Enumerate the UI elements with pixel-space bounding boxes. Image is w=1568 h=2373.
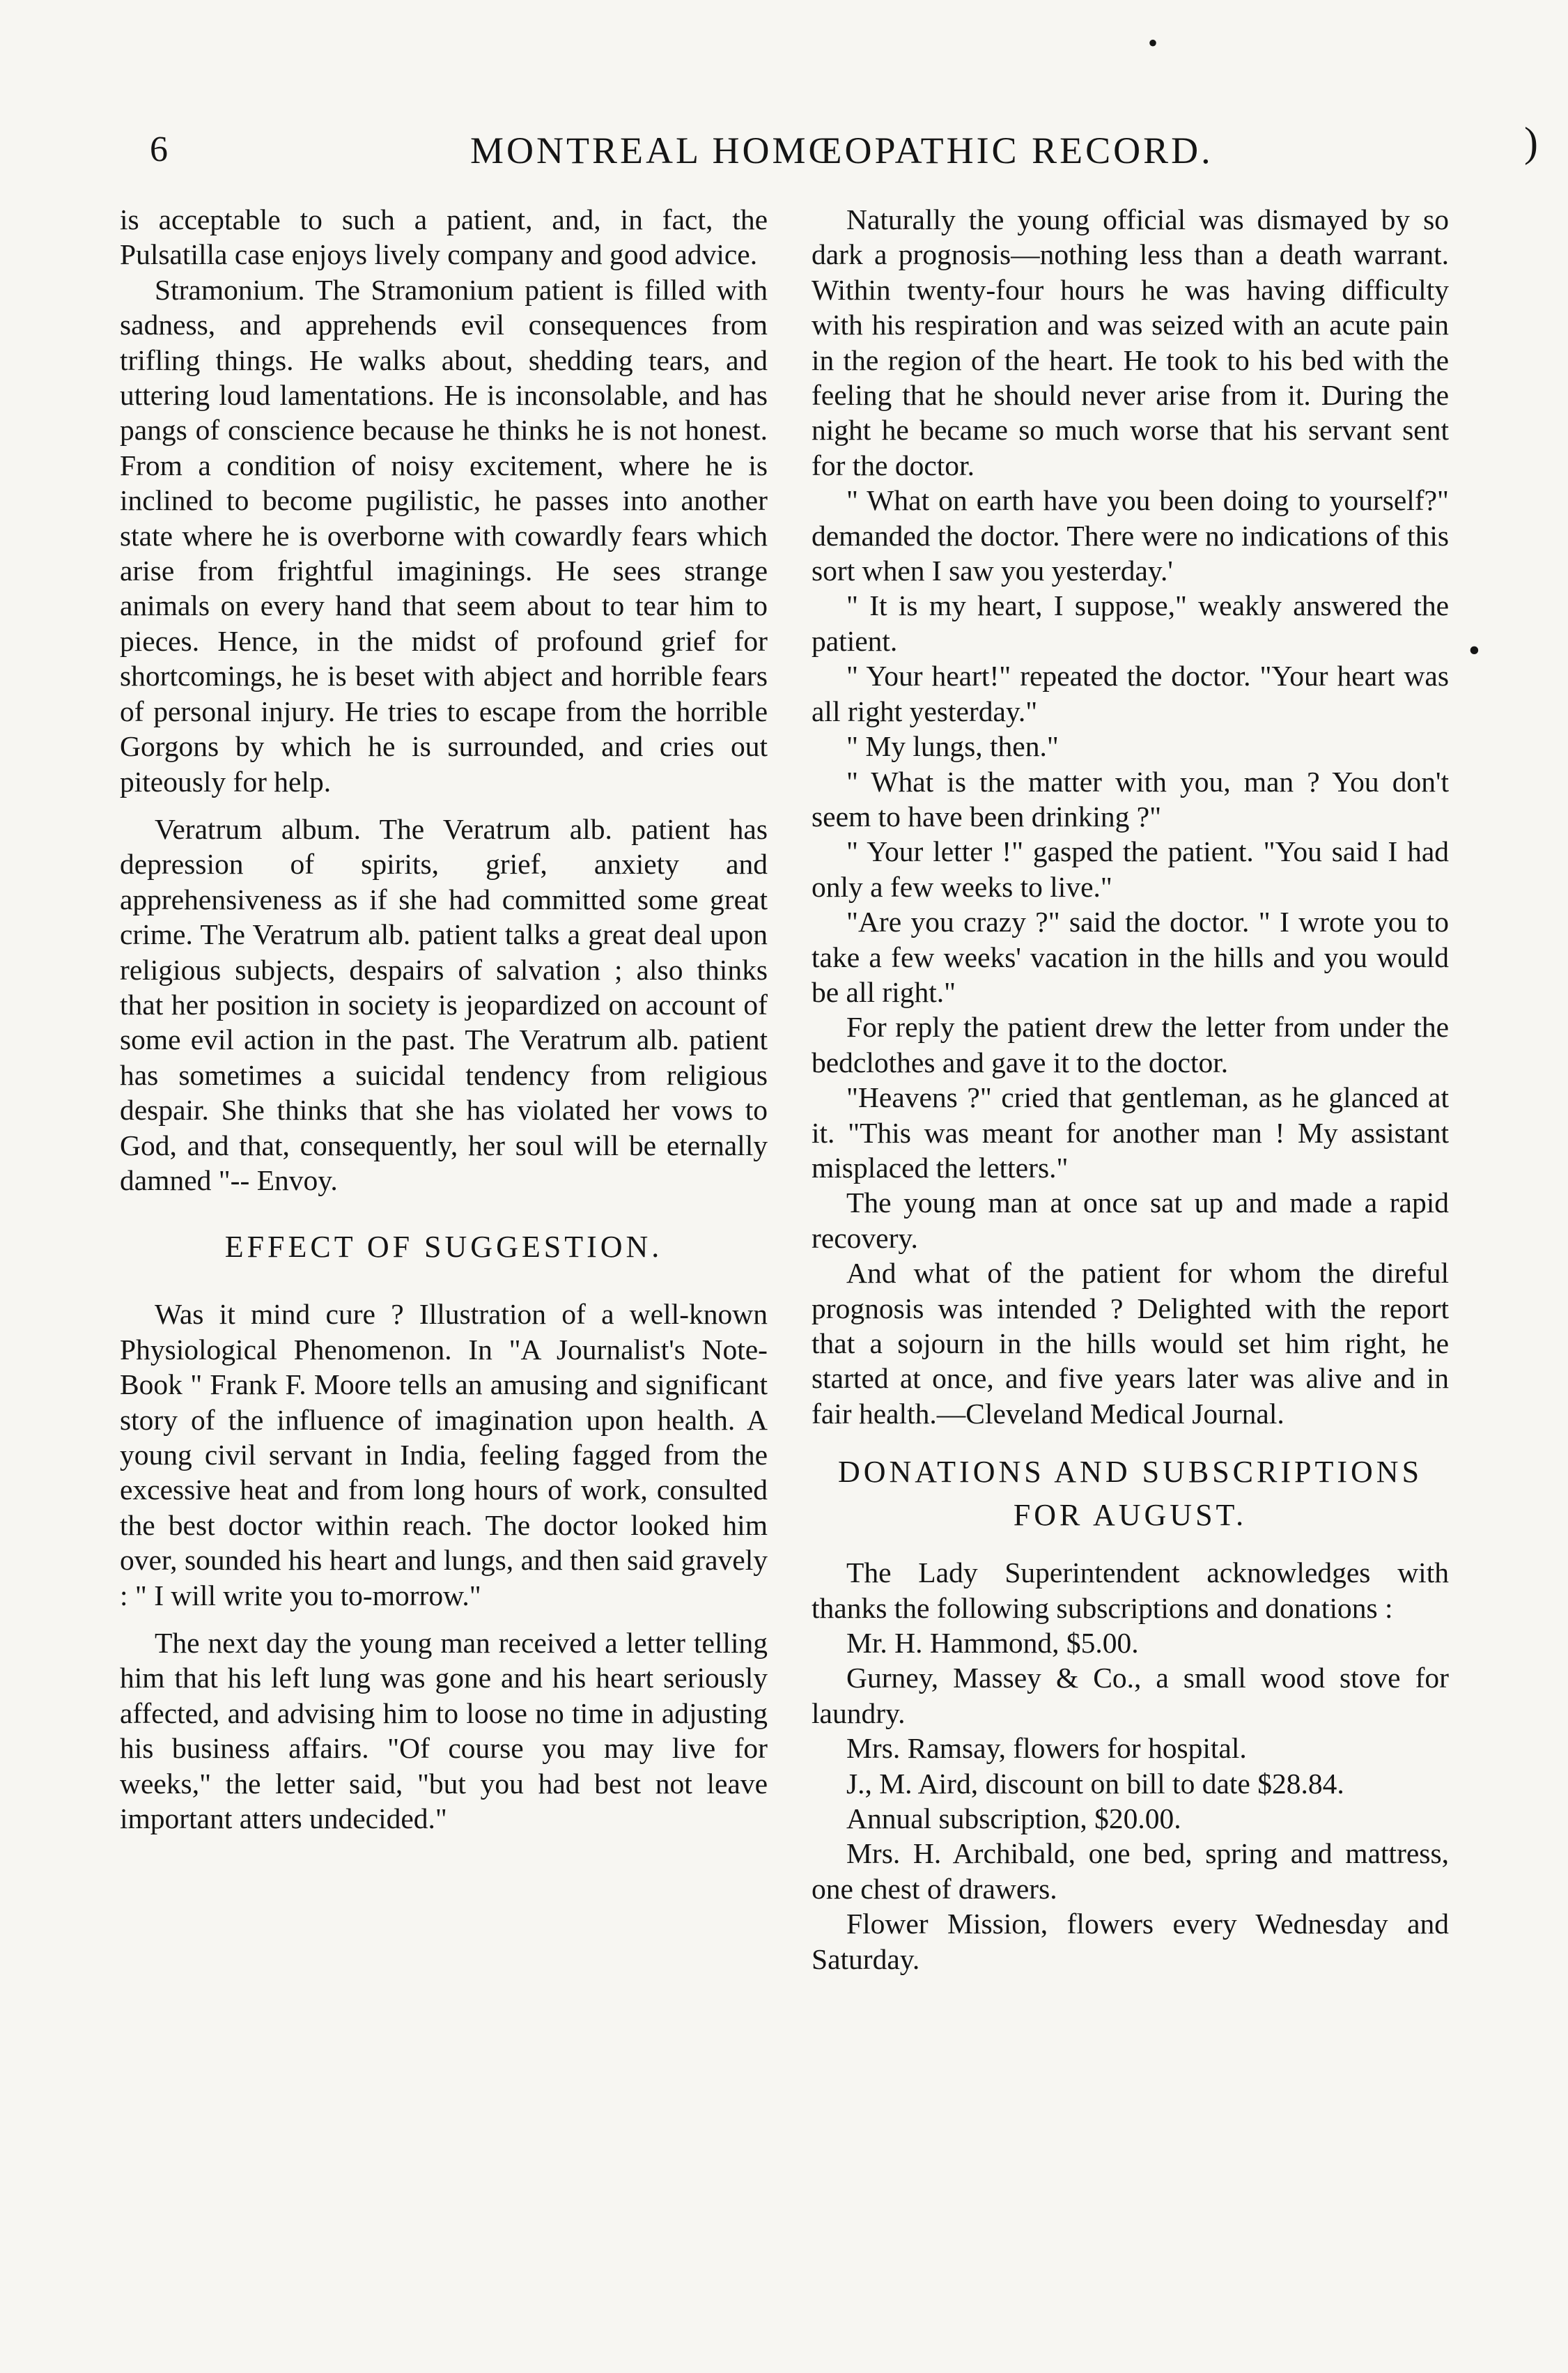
section-heading-donations — [812, 1451, 1449, 1537]
paragraph: " It is my heart, I suppose," weakly answered the patient. — [812, 589, 1449, 657]
margin-bullet: • — [1468, 632, 1480, 669]
paragraph: " Your heart!" repeated the doctor. "Your heart was all right yesterday." — [812, 660, 1449, 727]
list-item: Mr. H. Hammond, $5.00. — [846, 1627, 1139, 1660]
paragraph: The next day the young man received a letter telling him that his left lung was gone and his heart seriously affected, and advising him to loose no time in adjusting his business affairs. "Of course you may live for weeks," the letter said, "but you had best not leave important atters undecided." — [120, 1627, 768, 1835]
paragraph: " Your letter !" gasped the patient. "You said I had only a few weeks to live." — [812, 835, 1449, 903]
paragraph-veratrum: Veratrum album. The Veratrum alb. patient has depression of spirits, grief, anxiety and apprehensiveness as if she had committed some great crime. The Veratrum alb. patient talks a great deal upon religious subjects, despairs of salvation ; also thinks that her position in society is jeopardized on account of some evil action in the past. The Veratrum alb. patient has sometimes a suicidal tendency from religious despair. She thinks that she has violated her vows to God, and that, consequently, her soul will be eternally damned "-- Envoy. — [120, 812, 768, 1196]
section-heading-effect-of-suggestion: EFFECT OF SUGGESTION. — [224, 1230, 663, 1265]
donations-intro: The Lady Superintendent acknowledges with thanks the following subscriptions and donations : — [812, 1556, 1449, 1624]
paragraph: And what of the patient for whom the direful prognosis was intended ? Delighted with the report that a sojourn in the hills would set him right, he started at once, and five years later was alive and in fair health.—Cleveland Medical Journal. — [812, 1257, 1449, 1430]
paragraph: For reply the patient drew the letter from under the bedclothes and gave it to the doctor. — [812, 1011, 1449, 1079]
stray-dot: • — [1148, 27, 1158, 59]
list-item: J., M. Aird, discount on bill to date $28.84. — [846, 1767, 1344, 1800]
list-item: Annual subscription, $20.00. — [846, 1802, 1181, 1835]
paragraph: "Are you crazy ?" said the doctor. " I wrote you to take a few weeks' vacation in the hills and you would be all right." — [812, 906, 1449, 1008]
right-column — [812, 202, 1449, 1977]
section-heading-line: DONATIONS AND SUBSCRIPTIONS — [837, 1455, 1423, 1490]
stray-mark: ) — [1524, 119, 1538, 165]
list-item: Gurney, Massey & Co., a small wood stove for laundry. — [812, 1662, 1449, 1729]
list-item: Mrs. Ramsay, flowers for hospital. — [846, 1732, 1247, 1765]
page-header — [150, 129, 1452, 178]
donation-list — [812, 1625, 1449, 1977]
left-column — [120, 202, 768, 1836]
paragraph: "Heavens ?" cried that gentleman, as he glanced at it. "This was meant for another man ! My assistant misplaced the letters." — [812, 1081, 1449, 1184]
paragraph: " My lungs, then." — [846, 730, 1059, 763]
section-heading-line: FOR AUGUST. — [1013, 1498, 1248, 1533]
list-item: Flower Mission, flowers every Wednesday and Saturday. — [812, 1908, 1449, 1975]
paragraph-stramonium: Stramonium. The Stramonium patient is filled with sadness, and apprehends evil consequences from trifling things. He walks about, shedding tears, and uttering loud lamentations. He is inconsolable, and has pangs of conscience because he thinks he is not honest. From a condition of noisy excitement, where he is inclined to become pugilistic, he passes into another state where he is overborne with cowardly fears which arise from frightful imaginings. He sees strange animals on every hand that seem about to tear him to pieces. Hence, in the midst of profound grief for shortcomings, he is beset with abject and horrible fears of personal injury. He tries to escape from the horrible Gorgons by which he is surrounded, and cries out piteously for help. — [120, 273, 768, 798]
paragraph: " What on earth have you been doing to yourself?" demanded the doctor. There were no indications of this sort when I saw you yesterday.' — [812, 484, 1449, 587]
paragraph: Naturally the young official was dismayed by so dark a prognosis—nothing less than a death warrant. Within twenty-four hours he was having difficulty with his respiration and was seized with an acute pain in the region of the heart. He took to his bed with the feeling that he should never arise from it. During the night he became so much worse that his servant sent for the doctor. — [812, 203, 1449, 481]
paragraph: Was it mind cure ? Illustration of a well-known Physiological Phenomenon. In "A Journalist's Note-Book " Frank F. Moore tells an amusing and significant story of the influence of imagination upon health. A young civil servant in India, feeling fagged from the excessive heat and from long hours of work, consulted the best doctor within reach. The doctor looked him over, sounded his heart and lungs, and then said gravely : " I will write you to-morrow." — [120, 1298, 768, 1611]
list-item: Mrs. H. Archibald, one bed, spring and mattress, one chest of drawers. — [812, 1837, 1449, 1905]
running-title: MONTREAL HOMŒOPATHIC RECORD. — [470, 130, 1213, 171]
paragraph: " What is the matter with you, man ? You don't seem to have been drinking ?" — [812, 765, 1449, 833]
paragraph: The young man at once sat up and made a rapid recovery. — [812, 1186, 1449, 1254]
paragraph: is acceptable to such a patient, and, in fact, the Pulsatilla case enjoys lively company and good advice. — [120, 203, 768, 271]
page-number: 6 — [150, 130, 168, 169]
